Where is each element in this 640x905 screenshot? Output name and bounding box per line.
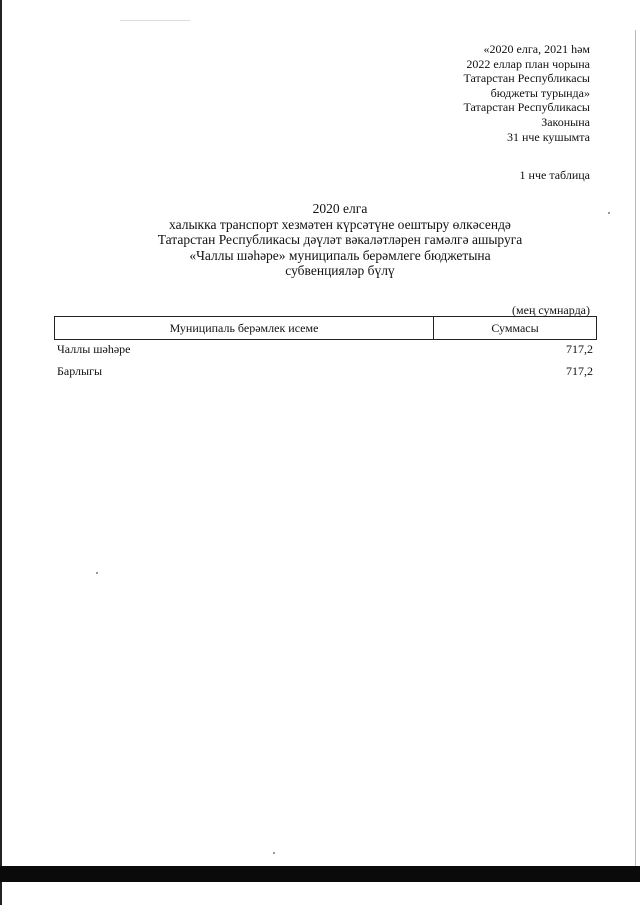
table-row [57, 342, 593, 357]
title-line: Татарстан Республикасы дәүләт вәкаләтләрен гамәлгә ашыруга [157, 232, 523, 248]
appendix-note-line: Законына [541, 114, 590, 129]
scan-speck [96, 572, 98, 574]
column-header-amount: Суммасы [434, 317, 597, 340]
title-line: 2020 елга [312, 201, 368, 216]
appendix-note-line: «2020 елга, 2021 һәм [483, 42, 590, 56]
appendix-note-line: 31 нче кушымта [506, 129, 590, 144]
appendix-note-line: 2022 еллар план чорына [466, 56, 590, 71]
scan-edge-right [635, 30, 636, 870]
title-line: субвенцияләр бүлү [285, 263, 395, 279]
row-value: 717,2 [566, 364, 593, 378]
table-row-total [57, 364, 593, 379]
row-value: 717,2 [566, 342, 593, 356]
appendix-note [463, 42, 590, 144]
row-name: Барлыгы [57, 364, 103, 378]
column-header-municipality: Муниципаль берәмлек исеме [55, 317, 434, 340]
scan-edge-left [0, 0, 2, 905]
document-title [100, 201, 580, 279]
scan-bottom-bar [0, 866, 640, 882]
subvention-table [54, 316, 597, 340]
appendix-note-line: бюджеты турында» [490, 85, 590, 100]
scan-speck [273, 852, 275, 854]
scan-mark [120, 20, 190, 21]
scan-speck [608, 212, 610, 214]
table-header-row [55, 317, 597, 340]
row-name: Чаллы шәһәре [57, 342, 131, 356]
title-line: «Чаллы шәһәре» муниципаль берәмлеге бюджетына [189, 247, 491, 263]
appendix-note-line: Татарстан Республикасы [463, 100, 590, 115]
table-number: 1 нче таблица [519, 168, 590, 182]
units-label: (мең сумнарда) [512, 303, 590, 317]
appendix-note-line: Татарстан Республикасы [463, 71, 590, 86]
title-line: халыкка транспорт хезмәтен күрсәтүне оештыру өлкәсендә [169, 216, 511, 232]
